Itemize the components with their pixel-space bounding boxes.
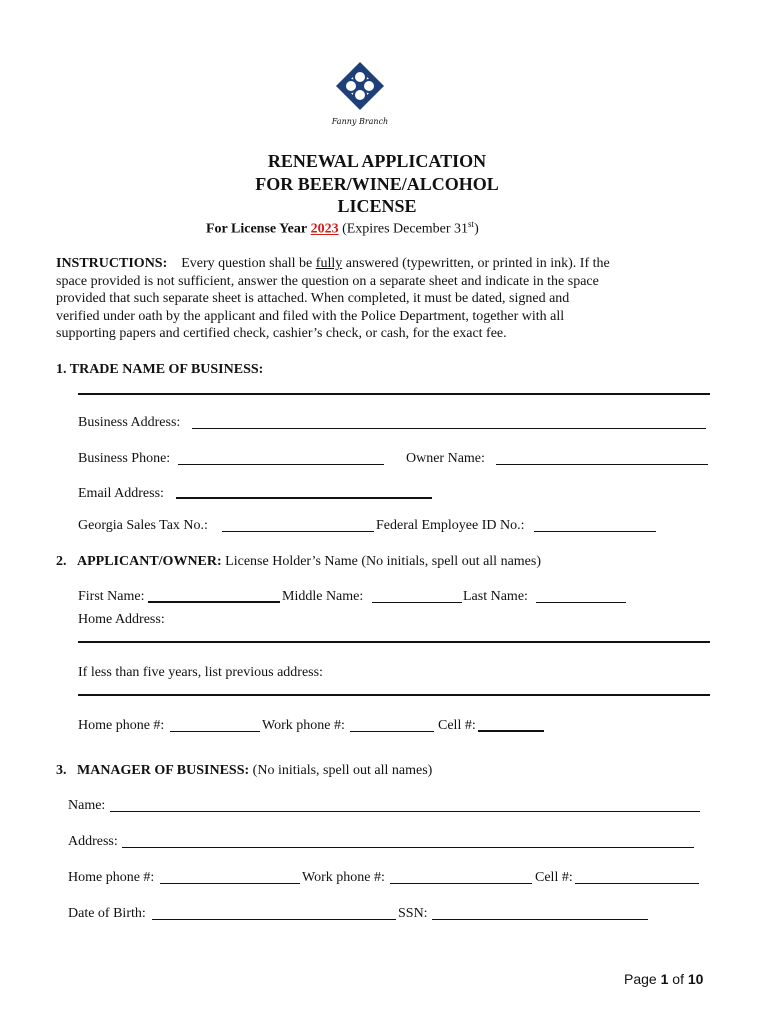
email-label: Email Address: bbox=[78, 486, 164, 501]
manager-cell-field[interactable] bbox=[575, 883, 699, 884]
previous-address-label: If less than five years, list previous address: bbox=[78, 665, 323, 680]
section-3-heading bbox=[56, 763, 432, 779]
title-line-2: FOR BEER/WINE/ALCOHOL bbox=[255, 174, 499, 194]
ssn-label: SSN: bbox=[398, 906, 428, 921]
section-3-title: MANAGER OF BUSINESS: bbox=[77, 763, 250, 778]
manager-work-phone-label: Work phone #: bbox=[302, 870, 385, 885]
manager-address-label: Address: bbox=[68, 834, 118, 849]
section-2-heading bbox=[56, 554, 541, 570]
instructions-label: INSTRUCTIONS: bbox=[56, 256, 168, 271]
instructions-line-1 bbox=[56, 255, 610, 273]
business-address-label: Business Address: bbox=[78, 415, 181, 430]
expires-text: (Expires December 31 bbox=[342, 221, 469, 237]
instructions-text: Every question shall be bbox=[181, 256, 313, 271]
license-year-label: For License Year bbox=[206, 221, 308, 237]
instructions-line-5: supporting papers and certified check, cashier’s check, or cash, for the exact fee. bbox=[56, 326, 507, 341]
applicant-work-phone-field[interactable] bbox=[350, 731, 434, 732]
page-of-label: of bbox=[672, 971, 684, 987]
manager-name-field[interactable] bbox=[110, 811, 700, 812]
manager-address-field[interactable] bbox=[122, 847, 694, 848]
home-address-field[interactable] bbox=[78, 641, 710, 643]
license-year-line bbox=[206, 219, 479, 238]
manager-home-phone-label: Home phone #: bbox=[68, 870, 155, 885]
section-2-title: APPLICANT/OWNER: bbox=[77, 554, 222, 569]
instructions bbox=[56, 255, 610, 343]
applicant-home-phone-label: Home phone #: bbox=[78, 718, 165, 733]
section-3-number: 3. bbox=[56, 763, 67, 778]
ga-tax-field[interactable] bbox=[222, 531, 374, 532]
expires-close: ) bbox=[474, 221, 479, 237]
page-indicator bbox=[624, 971, 703, 987]
page-number: 1 bbox=[660, 971, 669, 987]
business-address-field[interactable] bbox=[192, 428, 706, 429]
logo bbox=[330, 58, 390, 126]
last-name-label: Last Name: bbox=[463, 589, 528, 604]
instructions-line-2: space provided is not sufficient, answer the question on a separate sheet and indicate in the space bbox=[56, 273, 599, 289]
middle-name-field[interactable] bbox=[372, 602, 462, 603]
middle-name-label: Middle Name: bbox=[282, 589, 364, 604]
page-label: Page bbox=[624, 971, 657, 987]
logo-caption: Fanny Branch bbox=[331, 117, 389, 126]
manager-work-phone-field[interactable] bbox=[390, 883, 532, 884]
home-address-label: Home Address: bbox=[78, 612, 165, 627]
instructions-line-3: provided that such separate sheet is attached. When completed, it must be dated, signed and bbox=[56, 291, 570, 306]
applicant-cell-label: Cell #: bbox=[438, 718, 476, 733]
applicant-cell-field[interactable] bbox=[478, 730, 544, 732]
email-field[interactable] bbox=[176, 497, 432, 499]
section-2-subtitle: License Holder’s Name (No initials, spell out all names) bbox=[225, 554, 541, 569]
previous-address-field[interactable] bbox=[78, 694, 710, 696]
first-name-label: First Name: bbox=[78, 589, 145, 604]
manager-home-phone-field[interactable] bbox=[160, 883, 300, 884]
manager-name-label: Name: bbox=[68, 798, 106, 813]
business-phone-field[interactable] bbox=[178, 464, 384, 465]
business-phone-label: Business Phone: bbox=[78, 451, 171, 466]
applicant-work-phone-label: Work phone #: bbox=[262, 718, 345, 733]
dob-label: Date of Birth: bbox=[68, 906, 146, 921]
owner-name-label: Owner Name: bbox=[406, 451, 485, 466]
title-line-3: LICENSE bbox=[337, 196, 417, 216]
manager-cell-label: Cell #: bbox=[535, 870, 573, 885]
fed-id-field[interactable] bbox=[534, 531, 656, 532]
first-name-field[interactable] bbox=[148, 601, 280, 603]
owner-name-field[interactable] bbox=[496, 464, 708, 465]
section-1-heading: 1. TRADE NAME OF BUSINESS: bbox=[56, 362, 264, 377]
trade-name-field[interactable] bbox=[78, 393, 710, 395]
fed-id-label: Federal Employee ID No.: bbox=[376, 518, 525, 533]
ssn-field[interactable] bbox=[432, 919, 648, 920]
instructions-text: answered (typewritten, or printed in ink). If the bbox=[345, 256, 610, 271]
quilt-logo-icon bbox=[330, 58, 390, 114]
instructions-line-4: verified under oath by the applicant and filed with the Police Department, together with all bbox=[56, 308, 565, 324]
section-2-number: 2. bbox=[56, 554, 67, 569]
page-total: 10 bbox=[687, 971, 704, 987]
applicant-home-phone-field[interactable] bbox=[170, 731, 260, 732]
license-year-value: 2023 bbox=[310, 221, 339, 237]
instructions-emphasis: fully bbox=[315, 256, 343, 271]
title-line-1: RENEWAL APPLICATION bbox=[267, 151, 487, 171]
dob-field[interactable] bbox=[152, 919, 396, 920]
last-name-field[interactable] bbox=[536, 602, 626, 603]
ga-tax-label: Georgia Sales Tax No.: bbox=[78, 518, 208, 533]
expires-sup: st bbox=[468, 219, 475, 229]
section-3-subtitle: (No initials, spell out all names) bbox=[252, 763, 433, 778]
